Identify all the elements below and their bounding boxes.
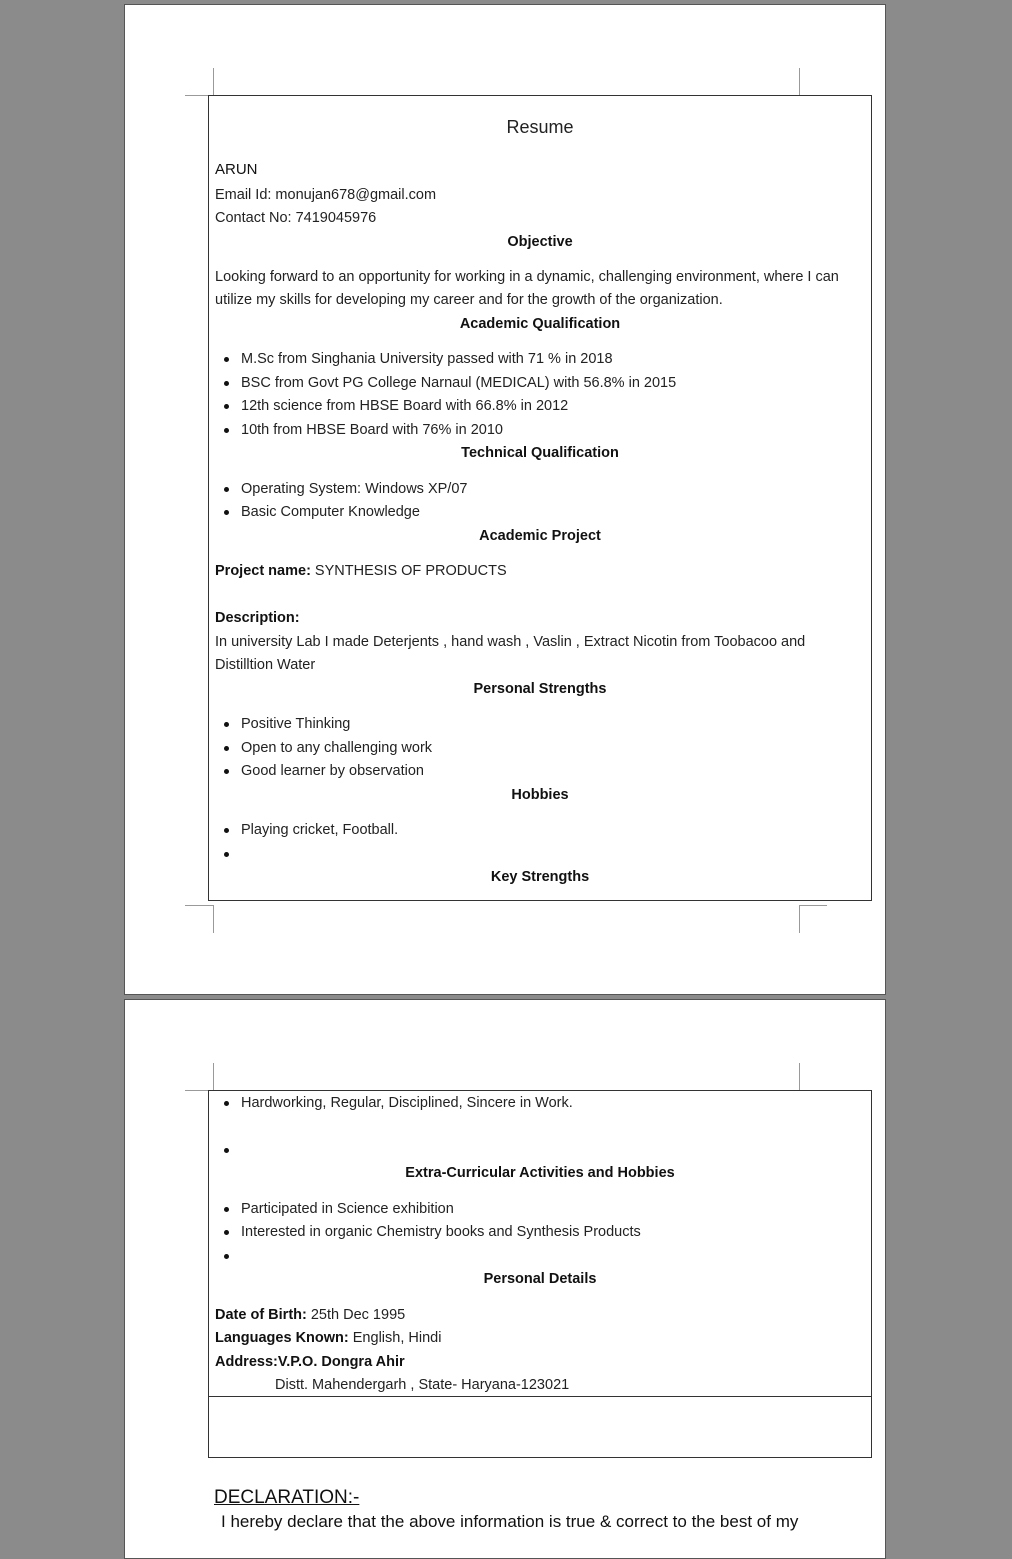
- project-name-line: [215, 561, 507, 581]
- languages-line: [215, 1328, 441, 1348]
- project-name-label: Project name:: [215, 563, 311, 579]
- resume-content-box-continued: [208, 1090, 872, 1397]
- crop-mark: [799, 1063, 800, 1091]
- hobbies-heading: Hobbies: [511, 787, 569, 803]
- languages-label: Languages Known:: [215, 1330, 349, 1346]
- description-text-line: In university Lab I made Deterjents , hand wash , Vaslin , Extract Nicotin from Toobacoo and: [215, 634, 806, 650]
- dob-label: Date of Birth:: [215, 1307, 307, 1323]
- academic-item: M.Sc from Singhania University passed with 71 % in 2018: [241, 351, 613, 367]
- email-line: Email Id: monujan678@gmail.com: [215, 187, 437, 203]
- objective-heading: Objective: [507, 234, 573, 250]
- objective-text-line: utilize my skills for developing my career and for the growth of the organization.: [215, 292, 723, 308]
- strengths-heading: Personal Strengths: [473, 681, 607, 697]
- dob-value: 25th Dec 1995: [306, 1307, 406, 1323]
- address-line-2: Distt. Mahendergarh , State- Haryana-123021: [275, 1377, 570, 1393]
- academic-heading: Academic Qualification: [459, 316, 621, 332]
- crop-mark: [185, 905, 213, 906]
- extra-curricular-heading: Extra-Curricular Activities and Hobbies: [405, 1165, 675, 1181]
- crop-mark: [799, 905, 827, 906]
- personal-details-heading: Personal Details: [483, 1271, 597, 1287]
- resume-title: Resume: [506, 117, 574, 137]
- project-heading: Academic Project: [479, 528, 601, 544]
- strength-item: Positive Thinking: [241, 716, 351, 732]
- address-line: Address:V.P.O. Dongra Ahir: [215, 1354, 405, 1370]
- academic-item: 10th from HBSE Board with 76% in 2010: [241, 422, 503, 438]
- strength-item: Good learner by observation: [241, 763, 424, 779]
- resume-content-box: [208, 95, 872, 901]
- dob-line: [215, 1305, 405, 1325]
- crop-mark: [213, 905, 214, 933]
- technical-item: Basic Computer Knowledge: [241, 504, 420, 520]
- description-text-line: Distilltion Water: [215, 657, 316, 673]
- key-strength-item: Hardworking, Regular, Disciplined, Sincere in Work.: [241, 1095, 573, 1111]
- strength-item: Open to any challenging work: [241, 740, 433, 756]
- declaration-heading: DECLARATION:-: [214, 1487, 360, 1508]
- candidate-name: ARUN: [215, 161, 258, 178]
- document-page-1: [124, 4, 886, 995]
- crop-mark: [799, 905, 800, 933]
- hobby-item: Playing cricket, Football.: [241, 822, 399, 838]
- document-page-2: [124, 999, 886, 1559]
- extra-curricular-item: Participated in Science exhibition: [241, 1201, 454, 1217]
- academic-item: 12th science from HBSE Board with 66.8% in 2012: [241, 398, 569, 414]
- description-label: Description:: [215, 610, 300, 626]
- crop-mark: [213, 68, 214, 96]
- extra-curricular-item: Interested in organic Chemistry books and Synthesis Products: [241, 1224, 641, 1240]
- key-strengths-heading: Key Strengths: [490, 869, 590, 885]
- crop-mark: [213, 1063, 214, 1091]
- empty-footer-box: [208, 1396, 872, 1458]
- technical-item: Operating System: Windows XP/07: [241, 481, 468, 497]
- declaration-text: I hereby declare that the above information is true & correct to the best of my: [221, 1512, 799, 1531]
- project-name-value: SYNTHESIS OF PRODUCTS: [310, 563, 507, 579]
- crop-mark: [799, 68, 800, 96]
- academic-item: BSC from Govt PG College Narnaul (MEDICAL) with 56.8% in 2015: [241, 375, 677, 391]
- technical-heading: Technical Qualification: [461, 445, 619, 461]
- contact-line: Contact No: 7419045976: [215, 210, 377, 226]
- languages-value: English, Hindi: [348, 1330, 442, 1346]
- objective-text-line: Looking forward to an opportunity for working in a dynamic, challenging environment, where I can: [215, 269, 839, 285]
